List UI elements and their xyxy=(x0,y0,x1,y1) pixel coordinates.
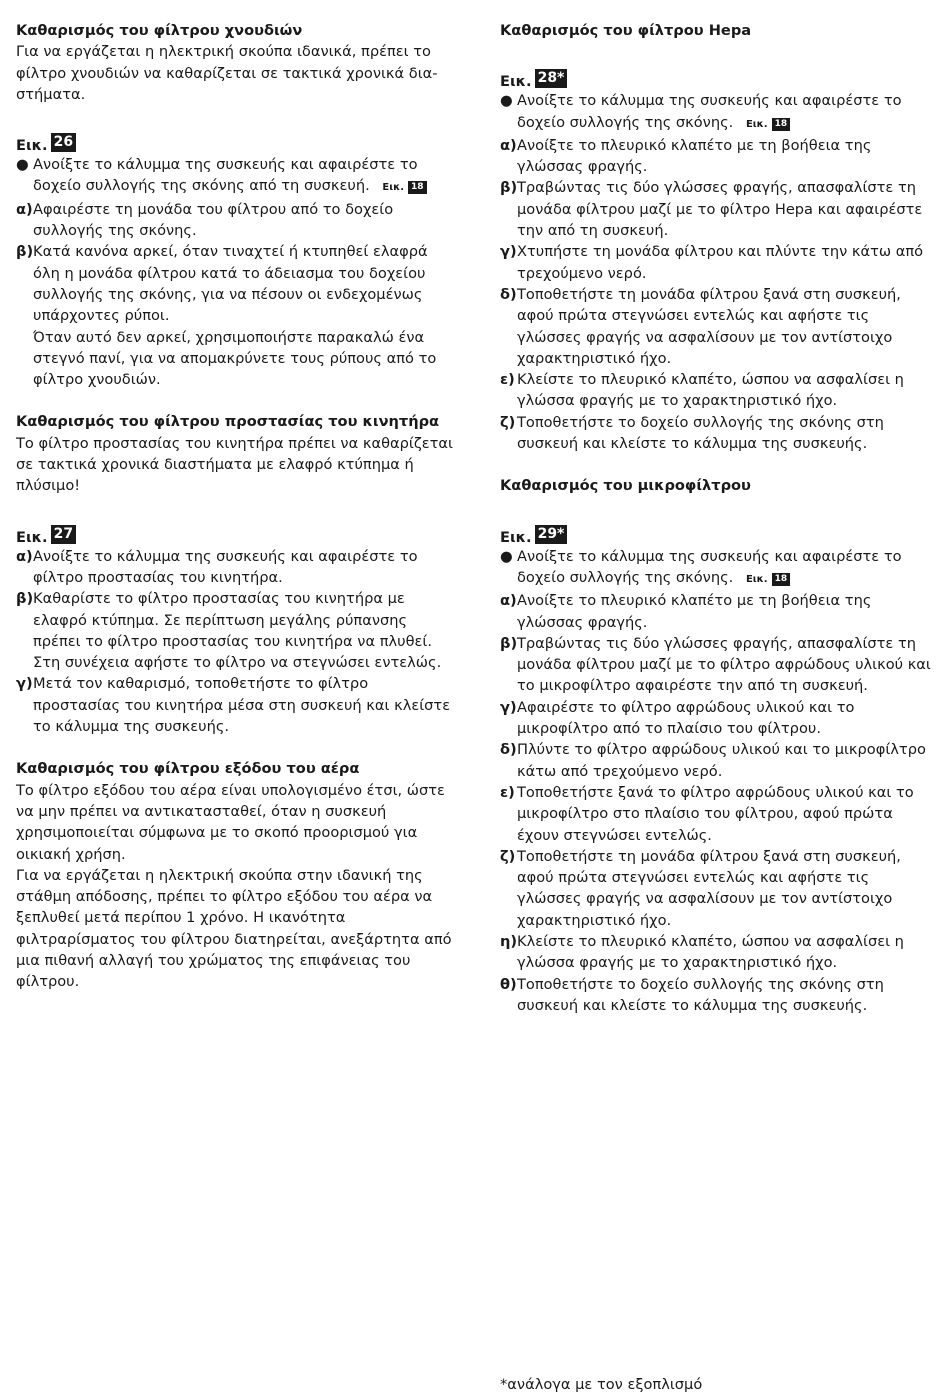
figure-label: Εικ. xyxy=(16,137,48,155)
bullet-marker: ● xyxy=(500,92,513,110)
list-item-text: Τοποθετήστε το δοχείο συλλογής της σκόνης στη συσκευή και κλείστε το κάλυμμα της συσκευής. xyxy=(517,413,884,453)
step-marker: δ) xyxy=(500,741,517,759)
list-item xyxy=(500,633,936,697)
bullet-marker: ● xyxy=(500,547,513,565)
list-item xyxy=(500,782,936,846)
list-item-text: Τοποθετήστε ξανά το φίλτρο αφρώδους υλικού και το μικροφίλτρο στο πλαίσιο του φίλτρου, αφού πρώτα έχουν στεγνώσει εντελώς. xyxy=(517,783,914,844)
list-item xyxy=(16,154,456,199)
section-title-lint-filter: Καθαρισμός του φίλτρου χνουδιών xyxy=(16,22,303,39)
list-item-text: Τοποθετήστε τη μονάδα φίλτρου ξανά στη συσκευή, αφού πρώτα στεγνώσει εντελώς και αφήστε τις γλώσσες φραγής να ασφαλίσουν με τον αντίστοιχο χαρακτηριστικό ήχο. xyxy=(517,285,901,367)
list-item-text: Τραβώντας τις δύο γλώσσες φραγής, απασφαλίστε τη μονάδα φίλτρου μαζί με το φίλτρο αφρώδους υλικού και το μικροφίλτρο αφαιρέστε την από τη συσκευή. xyxy=(517,634,931,695)
figure-label: Εικ. xyxy=(500,73,532,91)
section-paragraph: Το φίλτρο εξόδου του αέρα είναι υπολογισμένο έτσι, ώστε να μην πρέπει να αντικατασταθεί, όταν η συσκευή χρησιμοποιείται σύμφωνα με το σκοπό προορισμού για οικιακή χρήση. xyxy=(16,781,445,863)
list-item-text: Ανοίξτε το πλευρικό κλαπέτο με τη βοήθεια της γλώσσας φραγής. xyxy=(517,136,872,176)
figure-number-badge: 26 xyxy=(51,133,76,152)
step-marker: ζ) xyxy=(500,847,516,865)
step-marker: δ) xyxy=(500,285,517,303)
footnote: *ανάλογα με τον εξοπλισμό xyxy=(500,1376,703,1393)
list-item xyxy=(16,588,456,673)
step-marker: ζ) xyxy=(500,413,516,431)
list-item xyxy=(500,739,936,782)
list-item-text: Χτυπήστε τη μονάδα φίλτρου και πλύντε την κάτω από τρεχούμενο νερό. xyxy=(517,243,924,282)
figure-number-badge: 29* xyxy=(535,525,568,544)
step-marker: η) xyxy=(500,932,518,950)
step-marker: α) xyxy=(500,136,517,154)
section-title-motor-filter: Καθαρισμός του φίλτρου προστασίας του κινητήρα xyxy=(16,413,440,431)
list-item-text: Ανοίξτε το κάλυμμα της συσκευής και αφαιρέστε το δοχείο συλλογής της σκόνης. xyxy=(517,547,902,586)
list-item xyxy=(500,241,936,284)
list-item-text: Πλύντε το φίλτρο αφρώδους υλικού και το μικροφίλτρο κάτω από τρεχούμενο νερό. xyxy=(517,741,926,780)
list-item-text: Αφαιρέστε το φίλτρο αφρώδους υλικού και το μικροφίλτρο από το πλαίσιο του φίλτρου. xyxy=(517,698,855,738)
list-item xyxy=(16,673,456,737)
step-marker: β) xyxy=(500,634,518,652)
inline-figure-reference xyxy=(746,567,790,590)
list-item-text: Ανοίξτε το κάλυμμα της συσκευής και αφαιρέστε το φίλτρο προστασίας του κινητήρα. xyxy=(33,547,418,586)
list-item-text: Ανοίξτε το κάλυμμα της συσκευής και αφαιρέστε το δοχείο συλλογής της σκόνης. xyxy=(517,92,902,131)
step-marker: ε) xyxy=(500,783,515,801)
section-paragraph: Για να εργάζεται η ηλεκτρική σκούπα στην ιδανική της στάθμη απόδοσης, πρέπει το φίλτρο εξόδου του αέρα να ξεπλυθεί μετά περίπου 1 χρόνο. Η ικανότητα φιλτραρίσματος του φίλτρου διατηρείται, ανεξάρτητα από μια πιθανή αλλαγή του χρώματος της επιφάνειας του φίλτρου. xyxy=(16,866,452,991)
section-intro: Για να εργάζεται η ηλεκτρική σκούπα ιδανικά, πρέπει το φίλτρο χνουδιών να καθαρίζεται σε τακτικά χρονικά δια- στήματα. xyxy=(16,43,438,103)
figure-number-badge: 28* xyxy=(535,69,568,88)
step-marker: α) xyxy=(500,592,517,610)
step-marker: γ) xyxy=(16,675,33,693)
inline-figure-label: Εικ. xyxy=(382,182,404,194)
list-item-text: Τοποθετήστε τη μονάδα φίλτρου ξανά στη συσκευή, αφού πρώτα στεγνώσει εντελώς και αφήστε τις γλώσσες φραγής να ασφαλίσουν με τον αντίστοιχο χαρακτηριστικό ήχο. xyxy=(517,847,901,929)
list-item-text: Αφαιρέστε τη μονάδα του φίλτρου από το δοχείο συλλογής της σκόνης. xyxy=(33,200,394,240)
list-item-text: Τοποθετήστε το δοχείο συλλογής της σκόνης στη συσκευή και κλείστε το κάλυμμα της συσκευής. xyxy=(517,975,884,1014)
list-item xyxy=(500,931,936,974)
figure-number-badge: 27 xyxy=(51,525,76,544)
list-item xyxy=(500,369,936,412)
figure-reference xyxy=(16,524,456,546)
figure-reference xyxy=(500,524,936,546)
list-item xyxy=(500,974,936,1017)
inline-figure-reference xyxy=(382,175,426,198)
figure-reference xyxy=(16,132,456,154)
section-intro: Το φίλτρο προστασίας του κινητήρα πρέπει να καθαρίζεται σε τακτικά χρονικά διαστήματα με ελαφρό κτύπημα ή πλύσιμο! xyxy=(16,434,453,495)
step-marker: β) xyxy=(500,179,518,197)
right-column xyxy=(500,20,936,1016)
inline-figure-label: Εικ. xyxy=(745,118,768,130)
list-item-extra-text: Όταν αυτό δεν αρκεί, χρησιμοποιήστε παρακαλώ ένα στεγνό πανί, για να απομακρύνετε τους ρύπους από το φίλτρο χνουδιών. xyxy=(33,328,437,389)
section-title-microfilter: Καθαρισμός του μικροφίλτρου xyxy=(500,477,751,495)
step-marker: α) xyxy=(16,200,33,218)
list-item-text: Καθαρίστε το φίλτρο προστασίας του κινητήρα με ελαφρό κτύπημα. Σε περίπτωση μεγάλης ρύπανσης πρέπει το φίλτρο προστασίας του κινητήρα να πλυθεί. Στη συνέχεια αφήστε το φίλτρο να στεγνώσει εντελώς. xyxy=(33,590,442,672)
list-item xyxy=(16,199,456,242)
list-item-text: Κλείστε το πλευρικό κλαπέτο, ώσπου να ασφαλίσει η γλώσσα φραγής με το χαρακτηριστικό ήχο. xyxy=(517,932,904,972)
inline-figure-number-badge: 18 xyxy=(408,181,427,194)
list-item xyxy=(500,697,936,740)
list-item-text: Ανοίξτε το κάλυμμα της συσκευής και αφαιρέστε το δοχείο συλλογής της σκόνης από τη συσκευή. xyxy=(33,156,418,195)
list-item-text: Ανοίξτε το πλευρικό κλαπέτο με τη βοήθεια της γλώσσας φραγής. xyxy=(517,592,872,631)
list-item xyxy=(500,546,936,591)
list-item-text: Κατά κανόνα αρκεί, όταν τιναχτεί ή κτυπηθεί ελαφρά όλη η μονάδα φίλτρου κατά το άδειασμα του δοχείου συλλογής της σκόνης, για να πέσουν οι ενδεχομένως υπάρχοντες ρύποι. xyxy=(33,243,428,325)
inline-figure-number-badge: 18 xyxy=(772,118,791,131)
list-item-text: Μετά τον καθαρισμό, τοποθετήστε το φίλτρο προστασίας του κινητήρα μέσα στη συσκευή και κλείστε το κάλυμμα της συσκευής. xyxy=(33,675,451,736)
left-column xyxy=(16,20,456,993)
section-title-exhaust-filter: Καθαρισμός του φίλτρου εξόδου του αέρα xyxy=(16,760,360,778)
list-item xyxy=(500,135,936,178)
figure-reference xyxy=(500,68,936,90)
bullet-marker: ● xyxy=(16,156,29,174)
step-marker: α) xyxy=(16,547,33,565)
section-title-hepa-filter: Καθαρισμός του φίλτρου Hepa xyxy=(500,22,752,39)
step-marker: β) xyxy=(16,590,34,608)
step-marker: β) xyxy=(16,243,34,261)
list-item-text: Κλείστε το πλευρικό κλαπέτο, ώσπου να ασφαλίσει η γλώσσα φραγής με το χαρακτηριστικό ήχο. xyxy=(517,371,904,410)
figure-label: Εικ. xyxy=(16,528,48,546)
list-item xyxy=(16,241,456,390)
list-item-text: Τραβώντας τις δύο γλώσσες φραγής, απασφαλίστε τη μονάδα φίλτρου μαζί με το φίλτρο Hepa και αφαιρέστε την από τη συσκευή. xyxy=(517,179,923,240)
inline-figure-reference xyxy=(746,112,790,135)
step-marker: θ) xyxy=(500,975,517,993)
step-marker: ε) xyxy=(500,371,515,389)
step-marker: γ) xyxy=(500,698,517,716)
list-item xyxy=(500,846,936,931)
list-item xyxy=(500,284,936,369)
list-item xyxy=(500,412,936,455)
list-item xyxy=(500,177,936,241)
list-item xyxy=(500,590,936,633)
list-item xyxy=(500,90,936,135)
inline-figure-label: Εικ. xyxy=(745,573,768,585)
step-marker: γ) xyxy=(500,243,517,261)
figure-label: Εικ. xyxy=(500,528,532,546)
inline-figure-number-badge: 18 xyxy=(772,573,791,586)
list-item xyxy=(16,546,456,589)
